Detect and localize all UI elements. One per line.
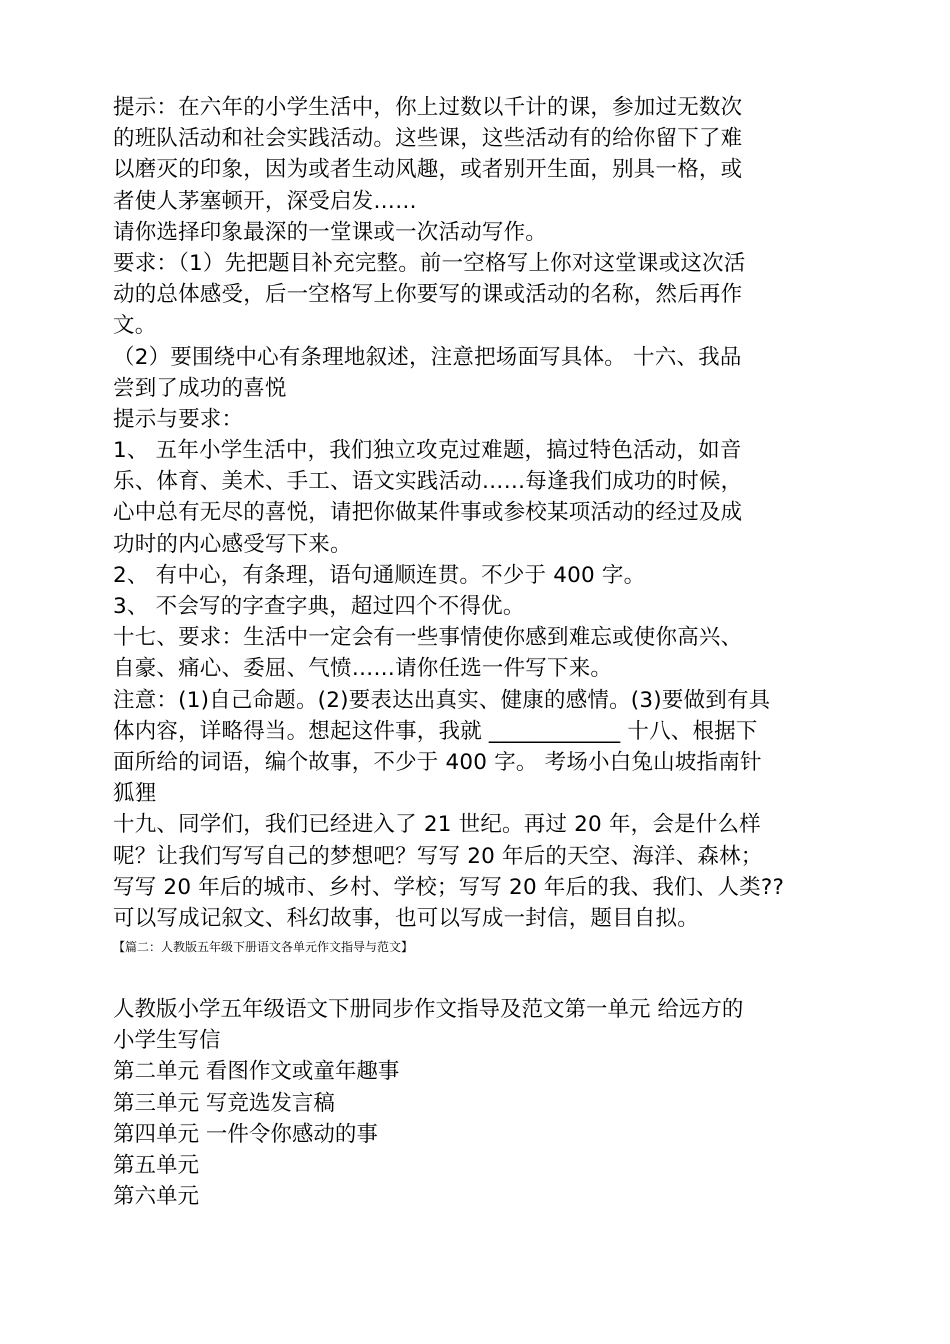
text-line: 呢？让我们写写自己的梦想吧？写写 20 年后的天空、海洋、森林；: [113, 843, 763, 869]
section-line: 小学生写信: [113, 1028, 221, 1054]
section-line: 第三单元 写竞选发言稿: [113, 1090, 335, 1116]
document-page: [113, 92, 853, 1212]
section-line: 第六单元: [113, 1184, 200, 1210]
text-line: 2、 有中心，有条理，语句通顺连贯。不少于 400 字。: [113, 562, 646, 588]
text-line: 以磨灭的印象，因为或者生动风趣，或者别开生面，别具一格，或: [113, 157, 743, 183]
text-line: 文。: [113, 313, 157, 339]
text-line: 1、 五年小学生活中，我们独立攻克过难题，搞过特色活动，如音: [113, 438, 742, 464]
text-line: 的班队活动和社会实践活动。这些课，这些活动有的给你留下了难: [113, 126, 743, 152]
unit-list: [113, 994, 853, 1212]
spacer: [113, 956, 853, 994]
text-line: 请你选择印象最深的一堂课或一次活动写作。: [113, 219, 548, 245]
text-line: 者使人茅塞顿开，深受启发……: [113, 188, 417, 214]
text-line: 注意：(1)自己命题。(2)要表达出真实、健康的感情。(3)要做到有具: [113, 687, 771, 713]
section-line: 第二单元 看图作文或童年趣事: [113, 1059, 400, 1085]
section-line: 人教版小学五年级语文下册同步作文指导及范文第一单元 给远方的: [113, 997, 744, 1023]
text-line: 尝到了成功的喜悦: [113, 375, 287, 401]
section-line: 第五单元: [113, 1153, 200, 1178]
text-line: 动的总体感受，后一空格写上你要写的课或活动的名称，然后再作: [113, 282, 743, 308]
text-line: 可以写成记叙文、科幻故事，也可以写成一封信，题目自拟。: [113, 905, 699, 931]
text-line: 狐狸: [113, 781, 157, 807]
text-line: 十九、同学们，我们已经进入了 21 世纪。再过 20 年，会是什么样: [113, 812, 761, 838]
text-line: 心中总有无尽的喜悦，请把你做某件事或参校某项活动的经过及成: [113, 500, 743, 526]
text-line: 十七、要求：生活中一定会有一些事情使你感到难忘或使你高兴、: [113, 625, 743, 651]
body-text: [113, 92, 853, 934]
text-line: 提示与要求：: [113, 406, 244, 432]
source-note: 【篇二：人教版五年级下册语文各单元作文指导与范文】: [113, 940, 414, 955]
section-line: 第四单元 一件令你感动的事: [113, 1121, 378, 1147]
text-line: 提示：在六年的小学生活中，你上过数以千计的课，参加过无数次: [113, 95, 743, 120]
text-line: 体内容，详略得当。想起这件事，我就 ____________ 十八、根据下: [113, 718, 758, 744]
text-line: 要求：（1）先把题目补充完整。前一空格写上你对这堂课或这次活: [113, 250, 746, 276]
text-line: 面所给的词语，编个故事，不少于 400 字。 考场小白兔山坡指南针: [113, 749, 762, 775]
text-line: 自豪、痛心、委屈、气愤……请你任选一件写下来。: [113, 656, 613, 682]
text-line: 写写 20 年后的城市、乡村、学校；写写 20 年后的我、我们、人类??: [113, 874, 785, 900]
text-line: （2）要围绕中心有条理地叙述，注意把场面写具体。 十六、我品: [113, 344, 742, 370]
text-line: 功时的内心感受写下来。: [113, 531, 352, 557]
text-line: 乐、体育、美术、手工、语文实践活动……每逢我们成功的时候，: [113, 469, 743, 495]
text-line: 3、 不会写的字查字典，超过四个不得优。: [113, 594, 525, 619]
